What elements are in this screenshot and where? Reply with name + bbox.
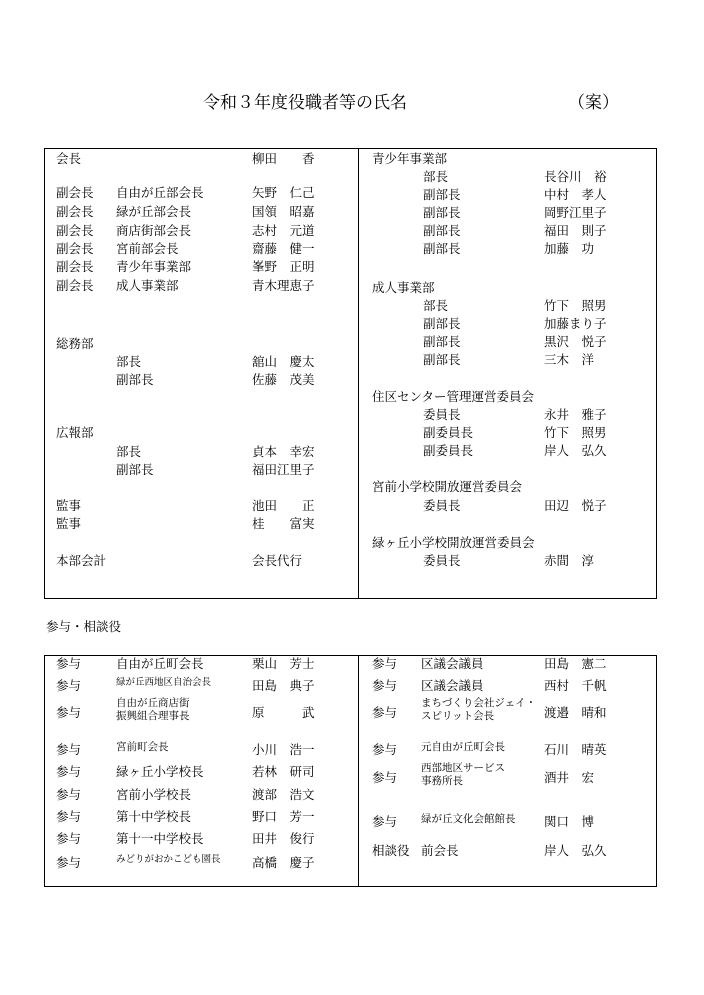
advisor-unit: みどりがおかこども園長 — [116, 854, 221, 865]
advisor-unit: 第十中学校長 — [116, 809, 192, 824]
advisor-unit: 緑が丘文化会館館長 — [421, 813, 516, 825]
advisor-unit: 宮前町会長 — [116, 741, 169, 753]
member-role: 委員長 — [423, 553, 461, 568]
advisor-name: 渡部 浩文 — [252, 787, 315, 802]
officer-role: 副会長 — [56, 259, 94, 274]
advisor-role: 参与 — [372, 770, 398, 785]
member-role: 部長 — [423, 169, 449, 184]
accountant-name: 会長代行 — [252, 553, 303, 568]
member-name: 黒沢 悦子 — [544, 334, 607, 349]
advisor-unit: 自由が丘町会長 — [116, 656, 204, 671]
advisor-unit: 第十一中学校長 — [116, 831, 204, 846]
advisor-name: 酒井 宏 — [544, 770, 595, 785]
officer-role: 副会長 — [56, 223, 94, 238]
officer-role: 副会長 — [56, 204, 94, 219]
officer-name: 齋藤 健一 — [252, 241, 315, 256]
officer-name: 志村 元道 — [252, 223, 315, 238]
member-name: 三木 洋 — [544, 352, 595, 367]
advisor-role: 参与 — [56, 656, 82, 671]
advisor-name: 関口 博 — [544, 814, 595, 829]
advisor-unit: まちづくり会社ジェイ・ — [421, 697, 537, 709]
advisor-name: 栗山 芳士 — [252, 656, 315, 671]
member-role: 部長 — [116, 354, 142, 369]
officers-divider — [358, 149, 359, 598]
member-role: 副部長 — [423, 334, 461, 349]
member-name: 岸人 弘久 — [544, 443, 607, 458]
advisor-role: 相談役 — [372, 843, 410, 858]
officer-name: 国領 昭嘉 — [252, 204, 315, 219]
member-role: 部長 — [116, 444, 142, 459]
member-role: 副部長 — [423, 316, 461, 331]
department-name: 青少年事業部 — [372, 151, 448, 166]
member-name: 岡野江里子 — [544, 205, 607, 220]
department-name: 成人事業部 — [372, 280, 435, 295]
advisor-role: 参与 — [372, 742, 398, 757]
officer-unit: 自由が丘部会長 — [116, 185, 204, 200]
advisor-name: 小川 浩一 — [252, 742, 315, 757]
advisor-name: 田島 憲二 — [544, 656, 607, 671]
member-name: 竹下 照男 — [544, 425, 607, 440]
advisor-role: 参与 — [56, 787, 82, 802]
advisor-name: 岸人 弘久 — [544, 843, 607, 858]
member-role: 副部長 — [423, 223, 461, 238]
member-role: 副部長 — [116, 372, 154, 387]
officer-name: 峯野 正明 — [252, 259, 315, 274]
department-name: 住区センター管理運営委員会 — [372, 389, 535, 404]
advisor-role: 参与 — [56, 855, 82, 870]
advisor-unit: 元自由が丘町会長 — [421, 741, 505, 753]
member-role: 副部長 — [116, 462, 154, 477]
advisor-role: 参与 — [372, 656, 398, 671]
member-name: 加藤 功 — [544, 241, 595, 256]
advisor-unit: 緑が丘西地区自治会長 — [116, 677, 212, 688]
advisor-role: 参与 — [56, 678, 82, 693]
advisor-role: 参与 — [56, 705, 82, 720]
member-name: 福田 則子 — [544, 223, 607, 238]
advisor-name: 田井 俊行 — [252, 831, 315, 846]
member-name: 竹下 照男 — [544, 298, 607, 313]
advisors-divider — [358, 656, 359, 886]
accountant-role: 本部会計 — [56, 553, 107, 568]
advisor-name: 田島 典子 — [252, 678, 315, 693]
officer-unit: 緑が丘部会長 — [116, 204, 192, 219]
advisor-unit: 区議会議員 — [421, 678, 484, 693]
advisor-name: 石川 晴英 — [544, 742, 607, 757]
auditor-name: 池田 正 — [252, 498, 315, 513]
auditor-name: 桂 富実 — [252, 516, 315, 531]
advisor-unit: 振興組合理事長 — [116, 710, 190, 722]
advisor-unit: 事務所長 — [421, 775, 463, 787]
department-name: 広報部 — [56, 425, 94, 440]
officer-role: 会長 — [56, 151, 82, 166]
advisor-role: 参与 — [56, 809, 82, 824]
member-name: 赤間 淳 — [544, 553, 595, 568]
member-name: 佐藤 茂美 — [252, 372, 315, 387]
member-role: 副部長 — [423, 205, 461, 220]
member-name: 長谷川 裕 — [544, 169, 607, 184]
member-name: 加藤まり子 — [544, 316, 607, 331]
member-name: 舘山 慶太 — [252, 354, 315, 369]
member-role: 副部長 — [423, 187, 461, 202]
advisor-unit: スピリット会長 — [421, 710, 495, 722]
advisor-name: 原 武 — [252, 705, 315, 720]
department-name: 緑ヶ丘小学校開放運営委員会 — [372, 535, 535, 550]
member-name: 田辺 悦子 — [544, 498, 607, 513]
officer-name: 矢野 仁己 — [252, 185, 315, 200]
advisor-role: 参与 — [56, 831, 82, 846]
advisor-name: 西村 千帆 — [544, 678, 607, 693]
advisor-role: 参与 — [372, 678, 398, 693]
officer-unit: 商店街部会長 — [116, 223, 192, 238]
advisor-name: 野口 芳一 — [252, 809, 315, 824]
advisor-unit: 宮前小学校長 — [116, 787, 192, 802]
advisor-unit: 区議会議員 — [421, 656, 484, 671]
officer-unit: 宮前部会長 — [116, 241, 179, 256]
member-role: 委員長 — [423, 498, 461, 513]
member-role: 委員長 — [423, 407, 461, 422]
member-name: 貞本 幸宏 — [252, 444, 315, 459]
member-name: 福田江里子 — [252, 462, 315, 477]
auditor-role: 監事 — [56, 516, 82, 531]
member-role: 副委員長 — [423, 443, 474, 458]
auditor-role: 監事 — [56, 498, 82, 513]
advisor-unit: 西部地区サービス — [421, 762, 505, 774]
officer-role: 副会長 — [56, 241, 94, 256]
advisor-role: 参与 — [56, 742, 82, 757]
advisor-name: 若林 研司 — [252, 764, 315, 779]
advisor-unit: 緑ヶ丘小学校長 — [116, 764, 204, 779]
advisor-name: 渡邉 晴和 — [544, 705, 607, 720]
member-name: 中村 孝人 — [544, 187, 607, 202]
department-name: 宮前小学校開放運営委員会 — [372, 479, 523, 494]
advisor-unit: 自由が丘商店街 — [116, 697, 190, 709]
draft-mark: （案） — [568, 93, 619, 113]
advisor-role: 参与 — [56, 764, 82, 779]
page-title: 令和３年度役職者等の氏名 — [203, 93, 407, 113]
officer-unit: 成人事業部 — [116, 278, 179, 293]
officer-name: 青木理恵子 — [252, 278, 315, 293]
advisors-label: 参与・相談役 — [46, 619, 122, 634]
officer-role: 副会長 — [56, 185, 94, 200]
advisor-role: 参与 — [372, 705, 398, 720]
member-role: 副部長 — [423, 241, 461, 256]
member-role: 副部長 — [423, 352, 461, 367]
advisor-role: 参与 — [372, 814, 398, 829]
advisor-unit: 前会長 — [421, 843, 459, 858]
advisor-name: 高橋 慶子 — [252, 855, 315, 870]
department-name: 総務部 — [56, 336, 94, 351]
officer-unit: 青少年事業部 — [116, 259, 192, 274]
officer-role: 副会長 — [56, 278, 94, 293]
member-role: 副委員長 — [423, 425, 474, 440]
member-name: 永井 雅子 — [544, 407, 607, 422]
officer-name: 柳田 香 — [252, 151, 315, 166]
member-role: 部長 — [423, 298, 449, 313]
